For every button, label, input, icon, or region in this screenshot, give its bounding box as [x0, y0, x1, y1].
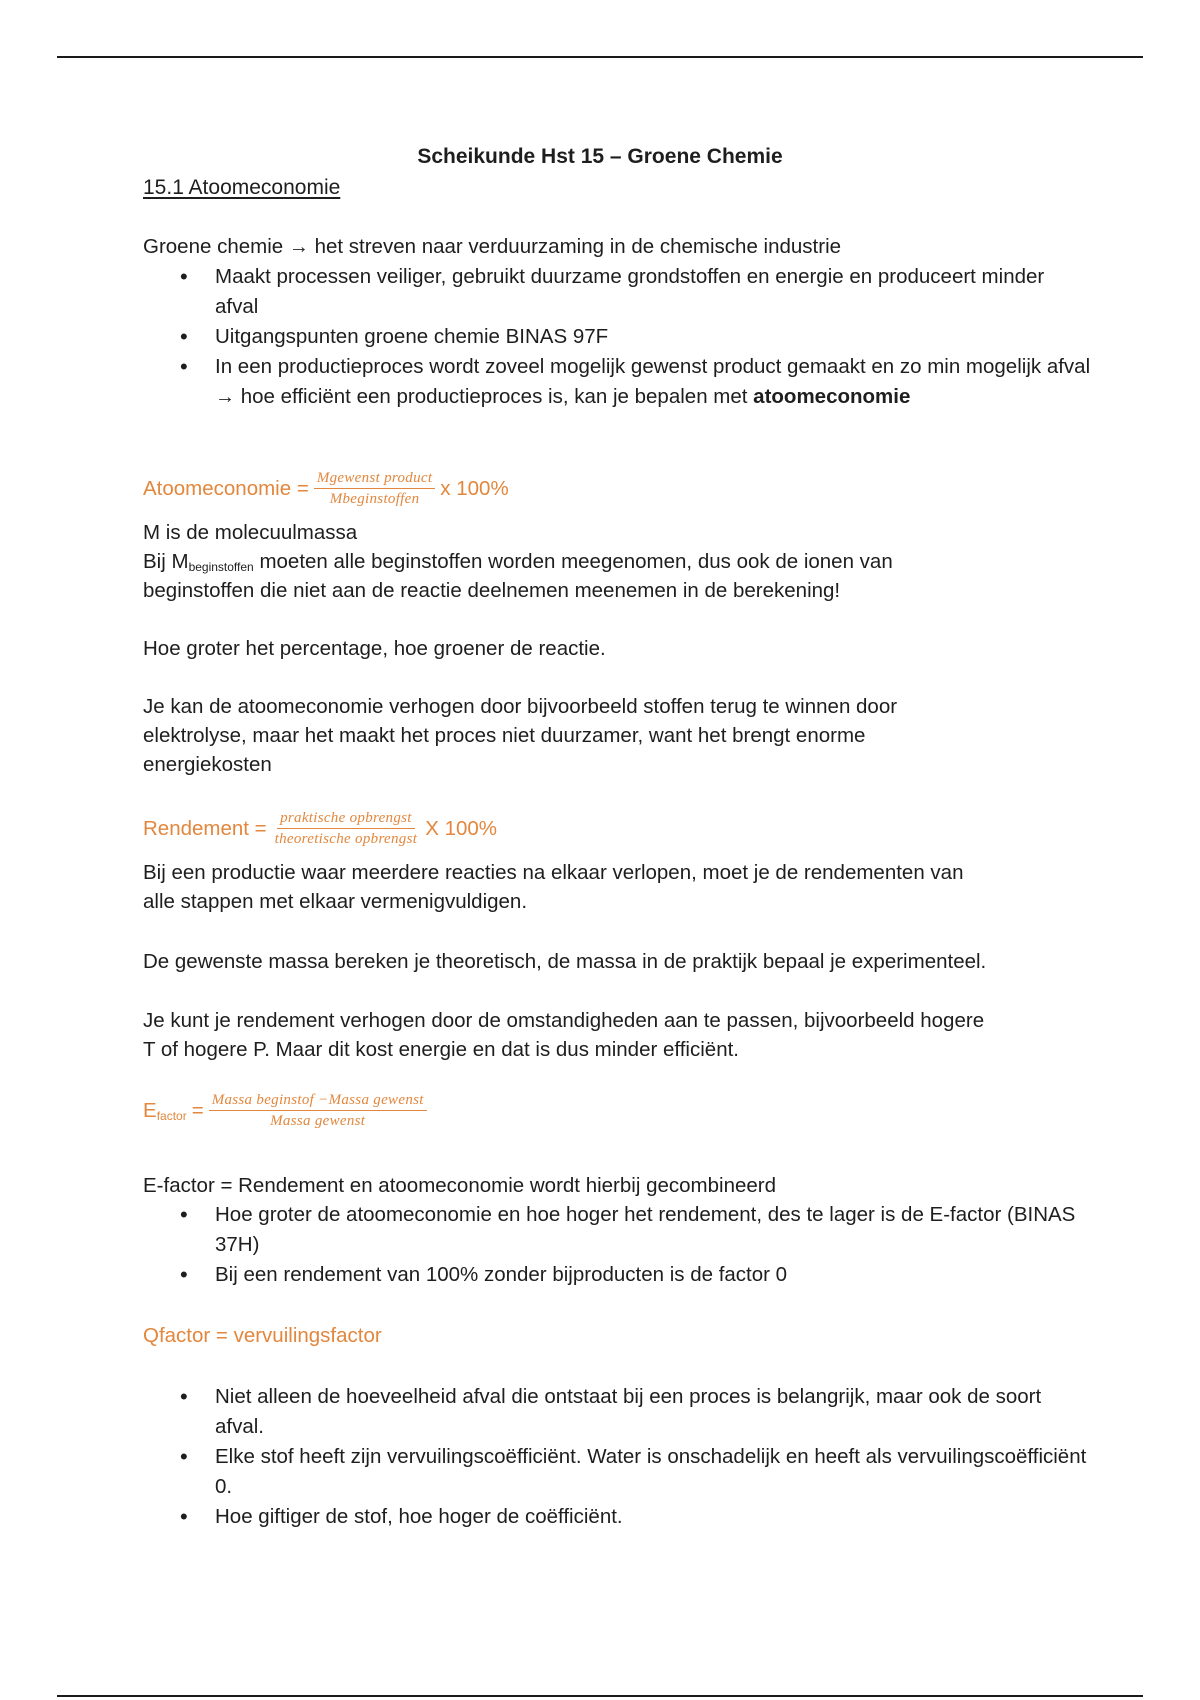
groener-note: Hoe groter het percentage, hoe groener de reactie.: [143, 637, 606, 660]
stappen-line: Bij een productie waar meerdere reacties na elkaar verlopen, moet je de rendementen van: [143, 861, 964, 884]
document-title: Scheikunde Hst 15 – Groene Chemie: [417, 145, 783, 168]
arrow-right-icon: →: [288, 236, 309, 258]
m-definition: M is de molecuulmassa: [143, 521, 358, 544]
fraction-denominator: theoretische opbrengst: [274, 831, 418, 847]
intro-definition: het streven naar verduurzaming in de chemische industrie: [314, 235, 842, 258]
intro-bullet-list: [143, 262, 1093, 412]
list-item: [143, 352, 1093, 412]
list-item: • Maakt processen veiliger, gebruikt duurzame grondstoffen en energie en produceert minder afval: [143, 262, 1093, 322]
bullet-text: In een productieproces wordt zoveel mogelijk gewenst product gemaakt en zo min mogelijk afval: [215, 355, 1091, 378]
formula-label: Rendement =: [143, 817, 267, 840]
bullet-text: hoe efficiënt een productieproces is, kan je bepalen met: [240, 385, 748, 408]
efactor-intro: E-factor = Rendement en atoomeconomie wordt hierbij gecombineerd: [143, 1174, 776, 1197]
formula-suffix: X 100%: [425, 817, 498, 840]
equals-sign: =: [191, 1099, 204, 1122]
bold-term: atoomeconomie: [753, 385, 911, 408]
stappen-line: alle stappen met elkaar vermenigvuldigen.: [143, 890, 528, 913]
list-item: • Uitgangspunten groene chemie BINAS 97F: [143, 322, 1093, 352]
formula-suffix: x 100%: [440, 477, 509, 500]
atoomeconomie-formula: [143, 470, 509, 508]
fraction-numerator: praktische opbrengst: [277, 810, 415, 829]
efactor-letter: E: [143, 1099, 157, 1122]
efactor-bullet-list: [143, 1200, 1093, 1290]
verhogen-line: elektrolyse, maar het maakt het proces niet duurzamer, want het brengt enorme: [143, 724, 866, 747]
list-item: • Niet alleen de hoeveelheid afval die ontstaat bij een proces is belangrijk, maar ook de soort afval.: [143, 1382, 1093, 1442]
list-item: • Bij een rendement van 100% zonder bijproducten is de factor 0: [143, 1260, 1093, 1290]
note-prefix: Bij M: [143, 550, 189, 573]
arrow-right-icon: →: [215, 386, 235, 408]
fraction: [272, 810, 421, 848]
qfactor-bullet-list: [143, 1382, 1093, 1532]
fraction-denominator: Massa gewenst: [270, 1113, 366, 1129]
intro-line: [143, 232, 841, 262]
fraction: [314, 470, 435, 508]
beginstoffen-note-line2: beginstoffen die niet aan de reactie deelnemen meenemen in de berekening!: [143, 579, 841, 602]
verhogen-line: energiekosten: [143, 753, 272, 776]
formula-label: [143, 1099, 187, 1123]
fraction: [209, 1092, 427, 1130]
fraction-denominator: Mbeginstoffen: [329, 491, 420, 507]
list-item: • Hoe giftiger de stof, hoe hoger de coëfficiënt.: [143, 1502, 1093, 1532]
verhogen-line: Je kan de atoomeconomie verhogen door bijvoorbeeld stoffen terug te winnen door: [143, 695, 898, 718]
bottom-rule: [57, 1695, 1143, 1697]
rendement-verhogen-line: T of hogere P. Maar dit kost energie en dat is dus minder efficiënt.: [143, 1038, 739, 1061]
fraction-numerator: Massa beginstof −Massa gewenst: [209, 1092, 427, 1111]
fraction-numerator: Mgewenst product: [314, 470, 435, 489]
rendement-formula: [143, 810, 497, 848]
section-heading: 15.1 Atoomeconomie: [143, 176, 341, 199]
list-item: • Elke stof heeft zijn vervuilingscoëfficiënt. Water is onschadelijk en heeft als vervuilingscoëfficiënt 0.: [143, 1442, 1093, 1502]
efactor-subscript: factor: [156, 1109, 187, 1123]
note-subscript: beginstoffen: [188, 560, 254, 574]
rendement-verhogen-line: Je kunt je rendement verhogen door de omstandigheden aan te passen, bijvoorbeeld hogere: [143, 1009, 985, 1032]
list-item: • Hoe groter de atoomeconomie en hoe hoger het rendement, des te lager is de E-factor (BINAS 37H): [143, 1200, 1093, 1260]
formula-label: Atoomeconomie =: [143, 477, 309, 500]
note-text: moeten alle beginstoffen worden meegenomen, dus ook de ionen van: [259, 550, 893, 573]
efactor-formula: [143, 1092, 432, 1130]
top-rule: [57, 56, 1143, 58]
massa-note: De gewenste massa bereken je theoretisch, de massa in de praktijk bepaal je experimenteel.: [143, 950, 987, 973]
qfactor-heading: Qfactor = vervuilingsfactor: [143, 1324, 382, 1347]
intro-term: Groene chemie: [143, 235, 284, 258]
